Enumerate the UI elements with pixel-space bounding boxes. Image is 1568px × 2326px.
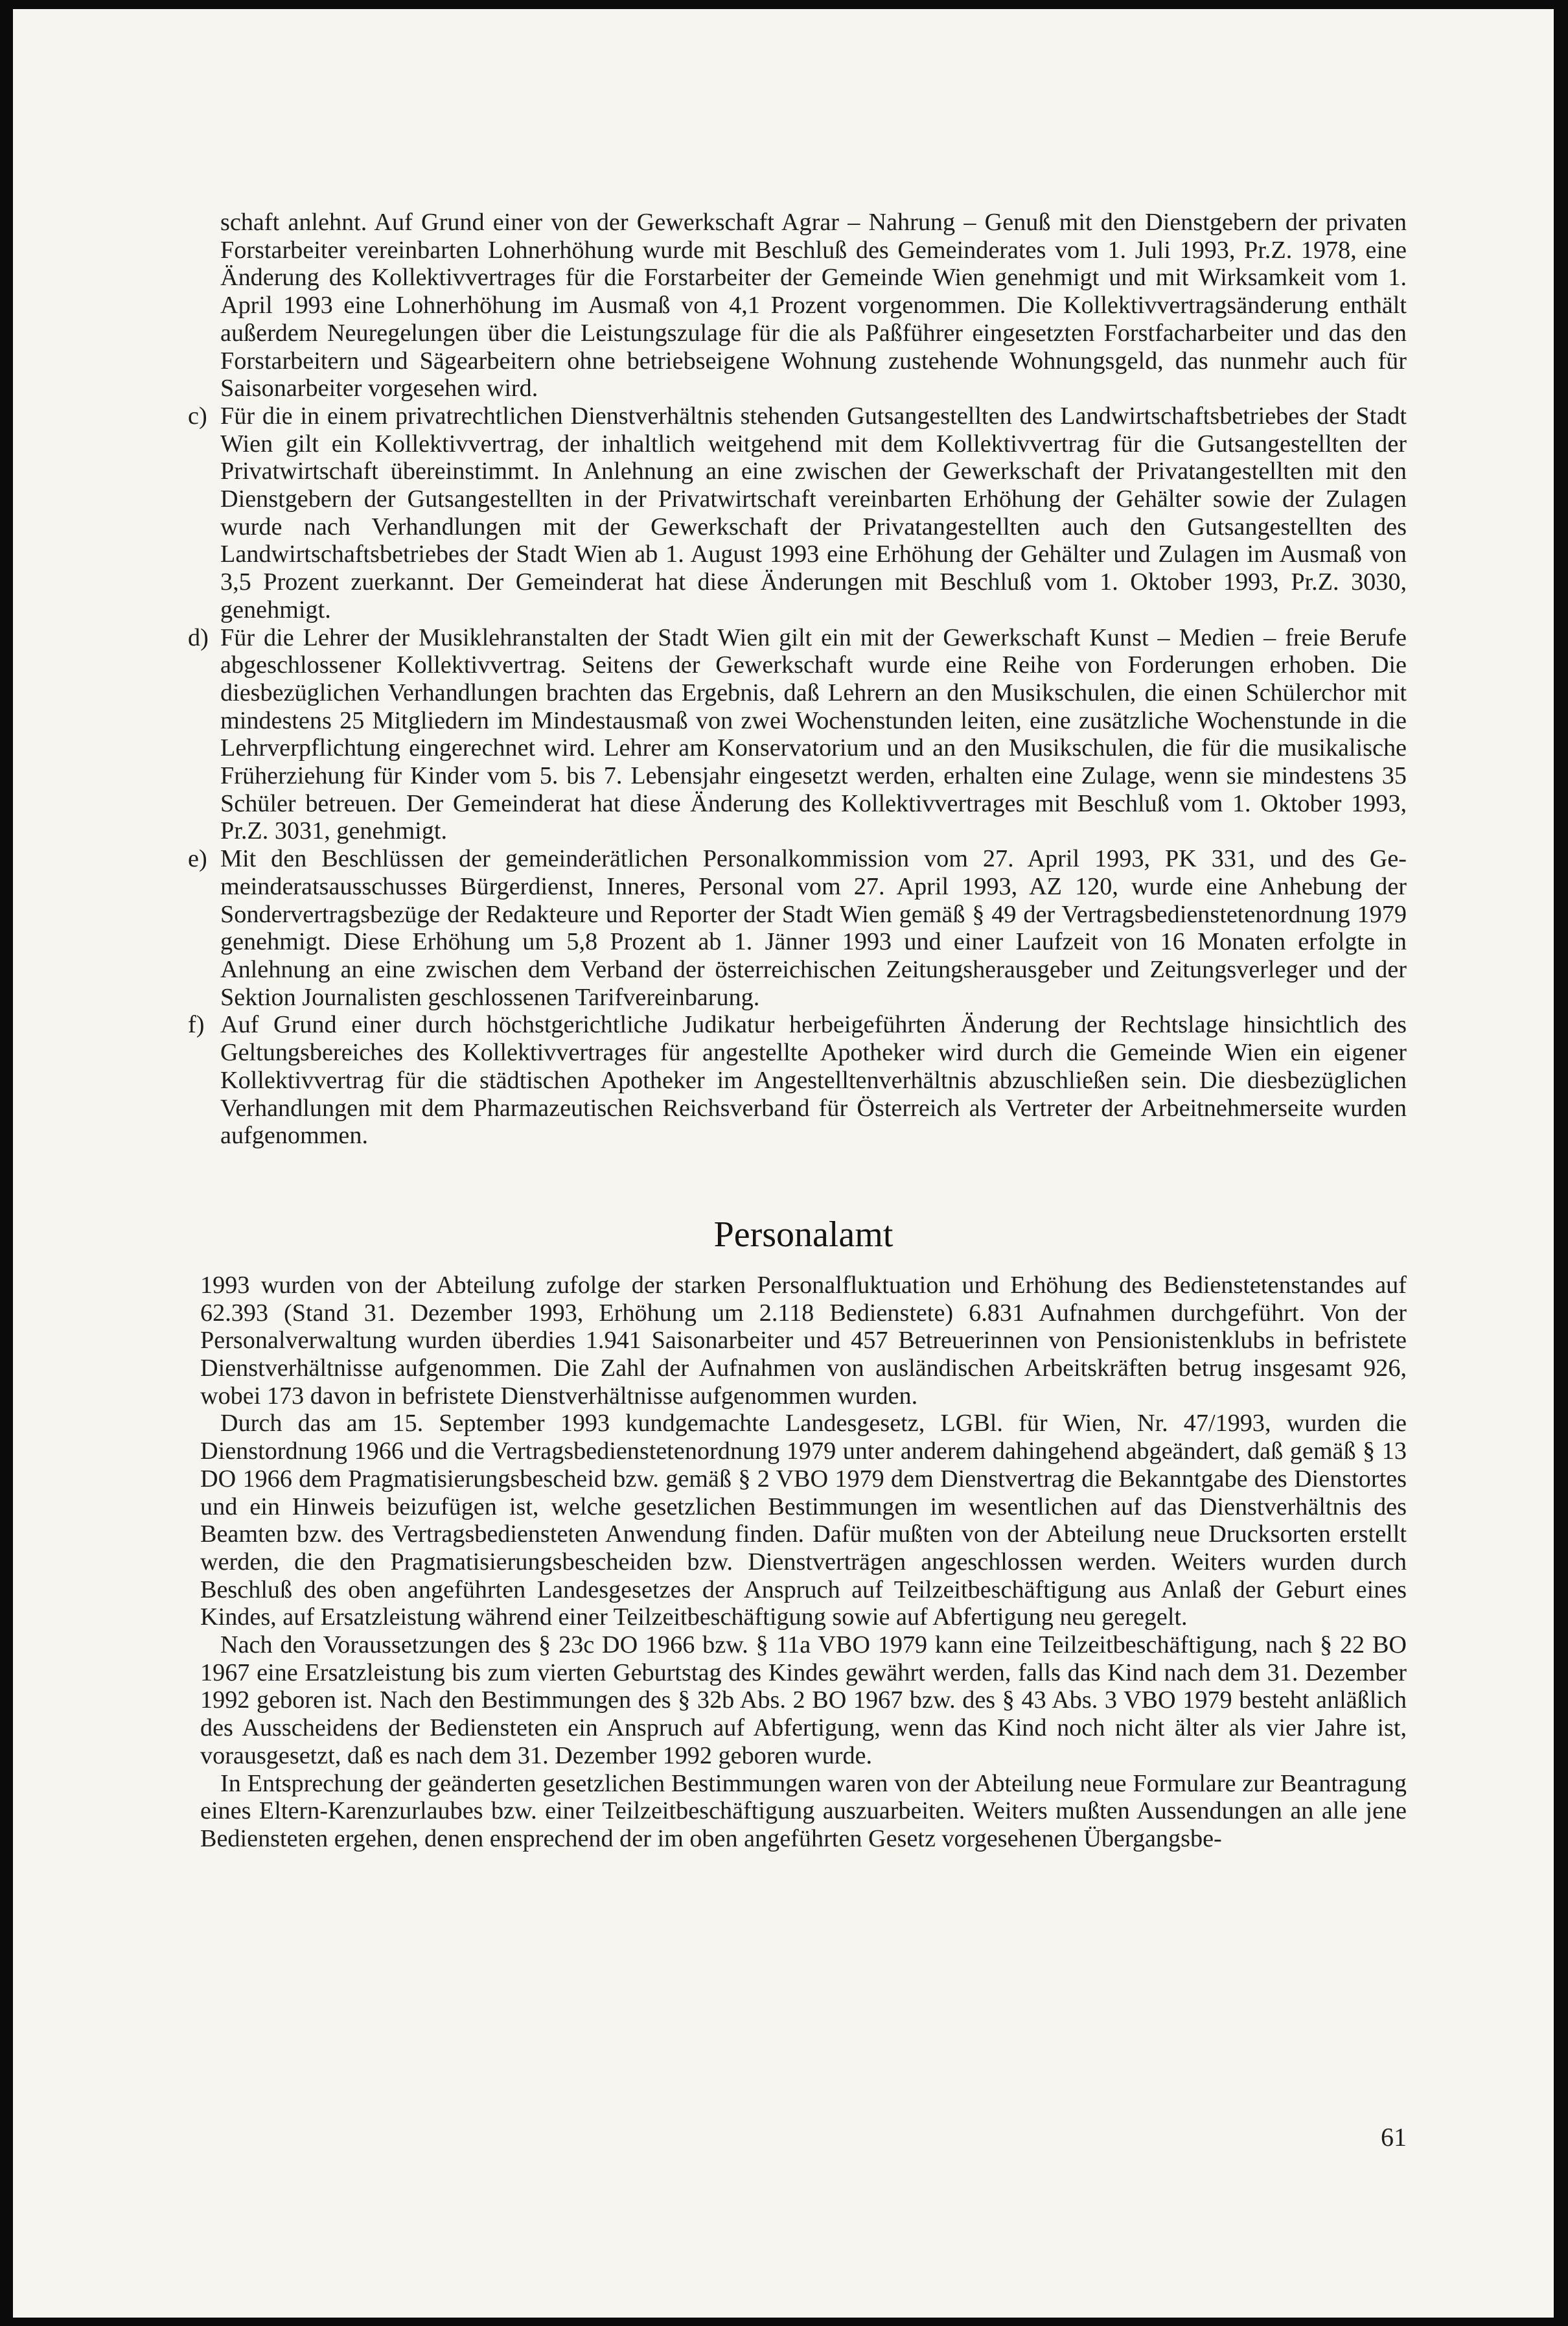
continuation-paragraph: schaft anlehnt. Auf Grund einer von der Gewerkschaft Agrar – Nahrung – Genuß mit den Dienstgebern der privaten Forstarbeiter vereinbarten Lohnerhöhung wurde mit Beschluß des Gemeinderates vom 1. Juli 1993, Pr.Z. 1978, eine Änderung des Kollektivvertrages für die Forstarbeiter der Gemeinde Wien genehmigt und mit Wirksamkeit vom 1. April 1993 eine Lohnerhöhung im Ausmaß von 4,1 Prozent vorgenommen. Die Kollektivvertragsänderung enthält außerdem Neuregelungen über die Leistungszulage für die als Paßführer eingesetzten Forstfacharbeiter und das den Forstarbeitern und Sägearbeitern ohne betriebseigene Wohnung zustehende Wohnungsgeld, das nunmehr auch für Saisonarbeiter vorgesehen wird.: [220, 209, 1407, 402]
list-item-label: e): [188, 845, 207, 873]
list-item-label: f): [188, 1011, 205, 1039]
personalamt-section: [200, 1272, 1407, 1853]
document-page: [13, 9, 1554, 2318]
body-paragraph: 1993 wurden von der Abteilung zufolge der starken Personalfluktuation und Erhöhung des Bedienstetenstandes auf 62.393 (Stand 31. Dezember 1993, Erhöhung um 2.118 Bedienstete) 6.831 Aufnahmen durchgeführt. Von der Personalverwaltung wurden überdies 1.941 Saisonarbeiter und 457 Betreuerinnen von Pensionistenklubs in befristete Dienstverhältnisse aufgenommen. Die Zahl der Aufnahmen von ausländischen Arbeitskräften betrug insgesamt 926, wobei 173 davon in befristete Dienstverhältnisse aufgenommen wurden.: [200, 1271, 1407, 1410]
list-item-c: [188, 402, 1407, 624]
list-item-text: Für die Lehrer der Musiklehranstalten der Stadt Wien gilt ein mit der Gewerkschaft Kunst – Medien – freie Berufe abgeschlossener Kollektivvertrag. Seitens der Gewerkschaft wurde eine Reihe von Forderungen erhoben. Die diesbezüglichen Verhandlungen brachten das Ergebnis, daß Lehrern an den Musikschulen, die einen Schülerchor mit mindestens 25 Mitgliedern im Mindestausmaß von zwei Wochenstunden leiten, eine zusätzliche Wochenstunde in die Lehrverpflichtung eingerechnet wird. Lehrer am Konservatorium und an den Musikschulen, die für die musikalische Früherziehung für Kinder vom 5. bis 7. Lebensjahr eingesetzt werden, erhalten eine Zulage, wenn sie mindestens 35 Schüler betreuen. Der Gemeinderat hat diese Änderung des Kollektivvertrages mit Beschluß vom 1. Oktober 1993, Pr.Z. 3031, genehmigt.: [220, 623, 1407, 845]
list-item-text: Auf Grund einer durch höchstgerichtliche Judikatur herbeigeführten Änderung der Rechtslage hinsichtlich des Geltungsbereiches des Kollektivvertrages für angestellte Apotheker wird durch die Gemeinde Wien ein eigener Kollektivvertrag für die städtischen Apotheker im Angestelltenverhältnis abzuschließen sein. Die diesbezüglichen Verhandlungen mit dem Pharmazeutischen Reichsverband für Österreich als Vertreter der Arbeitnehmerseite wurden aufgenommen.: [220, 1011, 1407, 1150]
list-item-text: Mit den Beschlüssen der gemeinderätlichen Personalkommission vom 27. April 1993, PK 331, und des Gemeinderatsausschusses Bürgerdienst, Inneres, Personal vom 27. April 1993, AZ 120, wurde eine Anhebung der Sondervertragsbezüge der Redakteure und Reporter der Stadt Wien gemäß § 49 der Vertragsbedienstetenordnung 1979 genehmigt. Diese Erhöhung um 5,8 Prozent ab 1. Jänner 1993 und einer Laufzeit von 16 Monaten erfolgte in Anlehnung an eine zwischen dem Verband der österreichischen Zeitungsherausgeber und Zeitungsverleger und der Sektion Journalisten geschlossenen Tarifvereinbarung.: [220, 845, 1407, 1011]
list-item-label: d): [188, 623, 209, 651]
page-content: [188, 209, 1407, 1853]
list-item-text: Für die in einem privatrechtlichen Dienstverhältnis stehenden Gutsangestellten des Landwirtschaftsbetriebes der Stadt Wien gilt ein Kollektivvertrag, der inhaltlich weitgehend mit dem Kollektivvertrag für die Gutsangestellten der Privatwirtschaft übereinstimmt. In Anlehnung an eine zwischen der Gewerkschaft der Privatangestellten mit den Dienstgebern der Gutsangestellten in der Privatwirtschaft vereinbarten Erhöhung der Gehälter sowie der Zulagen wurde nach Verhandlungen mit der Gewerkschaft der Privatangestellten auch den Gutsangestellten des Landwirtschaftsbetriebes der Stadt Wien ab 1. August 1993 eine Erhöhung der Gehälter und Zulagen im Ausmaß von 3,5 Prozent zuerkannt. Der Gemeinderat hat diese Änderungen mit Beschluß vom 1. Oktober 1993, Pr.Z. 3030, genehmigt.: [220, 402, 1407, 623]
body-paragraph: In Entsprechung der geänderten gesetzlichen Bestimmungen waren von der Abteilung neue Formulare zur Beantragung eines Eltern-Karenzurlaubes bzw. einer Teilzeitbeschäftigung auszuarbeiten. Weiters mußten Aussendungen an alle jene Bediensteten ergehen, denen ensprechend der im oben angeführten Gesetz vorgesehenen Übergangsbe-: [200, 1769, 1407, 1852]
list-item-d: [188, 623, 1407, 846]
body-paragraph: Nach den Voraussetzungen des § 23c DO 1966 bzw. § 11a VBO 1979 kann eine Teilzeitbeschäftigung, nach § 22 BO 1967 eine Ersatzleistung bis zum vierten Geburtstag des Kindes gewährt werden, falls das Kind nach dem 31. Dezember 1992 geboren ist. Nach den Bestimmungen des § 32b Abs. 2 BO 1967 bzw. des § 43 Abs. 3 VBO 1979 besteht anläßlich des Ausscheidens der Bediensteten ein Anspruch auf Abfertigung, wenn das Kind noch nicht älter als vier Jahre ist, vorausgesetzt, daß es nach dem 31. Dezember 1992 geboren wurde.: [200, 1631, 1407, 1769]
list-item-e: [188, 845, 1407, 1011]
lettered-list: [188, 402, 1407, 1150]
page-number: 61: [1381, 2122, 1407, 2152]
list-item-label: c): [188, 402, 207, 430]
body-paragraph: Durch das am 15. September 1993 kundgemachte Landesgesetz, LGBl. für Wien, Nr. 47/1993, wurden die Dienstordnung 1966 und die Vertragsbedienstetenordnung 1979 unter anderem dahingehend abgeändert, daß gemäß § 13 DO 1966 dem Pragmatisierungsbescheid bzw. gemäß § 2 VBO 1979 dem Dienstvertrag die Bekanntgabe des Dienstortes und ein Hinweis beizufügen ist, welche gesetzlichen Bestimmungen im wesentlichen auf das Dienstverhältnis des Beamten bzw. des Vertragsbediensteten Anwendung finden. Dafür mußten von der Abteilung neue Drucksorten erstellt werden, die den Pragmatisierungsbescheiden bzw. Dienstverträgen angeschlossen werden. Weiters wurden durch Beschluß des oben angeführten Landesgesetzes der Anspruch auf Teilzeitbeschäftigung aus Anlaß der Geburt eines Kindes, auf Ersatzleistung während einer Teilzeitbeschäftigung sowie auf Abfertigung neu geregelt.: [200, 1410, 1407, 1631]
list-item-f: [188, 1011, 1407, 1150]
section-heading: Personalamt: [713, 1214, 894, 1255]
